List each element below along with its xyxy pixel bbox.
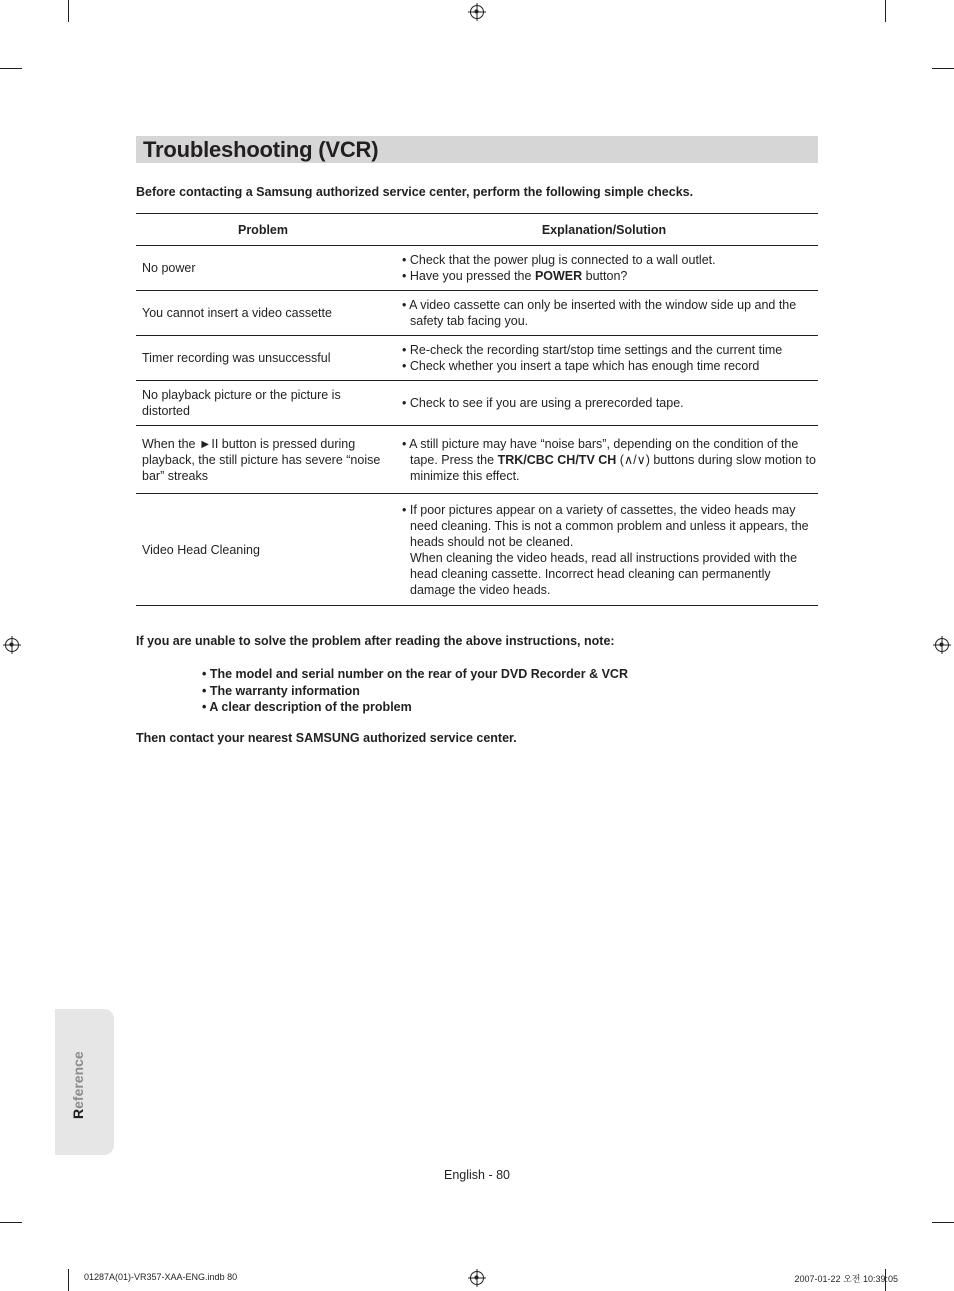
column-header-problem: Problem [136,214,390,246]
unable-note: If you are unable to solve the problem after reading the above instructions, note: [136,634,615,648]
crop-mark-icon [932,68,954,69]
crop-mark-icon [68,0,69,22]
section-tab [55,1009,114,1155]
page-title: Troubleshooting (VCR) [143,137,379,162]
registration-mark-icon [470,5,484,19]
problem-cell: Video Head Cleaning [136,494,390,606]
solution-line: When cleaning the video heads, read all instructions provided with the head cleaning cassette. Incorrect head cleaning can permanently damage the video heads. [410,550,798,597]
info-list [202,666,628,716]
problem-cell: No playback picture or the picture is distorted [136,381,390,426]
crop-mark-icon [0,1222,22,1223]
solution-cell [390,426,818,494]
solution-line: • Check whether you insert a tape which has enough time record [402,359,760,373]
solution-line: • If poor pictures appear on a variety of cassettes, the video heads may need cleaning. This is not a common problem and unless it appears, the heads should not be cleaned. [402,502,809,549]
solution-line: • Check that the power plug is connected to a wall outlet. [402,253,716,267]
solution-line: • Have you pressed the POWER button? [402,269,628,283]
intro-text: Before contacting a Samsung authorized service center, perform the following simple checks. [136,185,694,199]
solution-line: • Check to see if you are using a prerecorded tape. [402,396,684,410]
problem-cell: You cannot insert a video cassette [136,291,390,336]
list-item: • A clear description of the problem [202,700,412,714]
print-slug-left: 01287A(01)-VR357-XAA-ENG.indb 80 [84,1272,238,1282]
crop-mark-icon [0,68,22,69]
solution-cell [390,246,818,291]
problem-cell: Timer recording was unsuccessful [136,336,390,381]
page-number: English - 80 [443,1168,510,1182]
print-slug-right: 2007-01-22 오전 10:39:05 [794,1274,898,1284]
table-header-row [136,214,818,246]
solution-cell [390,494,818,606]
solution-cell [390,291,818,336]
crop-mark-icon [932,1222,954,1223]
solution-cell [390,336,818,381]
table-row [136,494,818,606]
solution-line: • Re-check the recording start/stop time settings and the current time [402,343,783,357]
problem-cell: No power [136,246,390,291]
table-row [136,381,818,426]
registration-mark-icon [470,1271,484,1285]
table-row [136,336,818,381]
list-item: • The warranty information [202,683,360,698]
problem-cell: When the ►II button is pressed during playback, the still picture has severe “noise bar” streaks [136,426,390,494]
table-row [136,291,818,336]
table-row [136,426,818,494]
list-item: • The model and serial number on the rear of your DVD Recorder & VCR [202,667,628,681]
crop-mark-icon [885,0,886,22]
crop-mark-icon [68,1269,69,1291]
solution-cell [390,381,818,426]
table-row [136,246,818,291]
solution-line: • A video cassette can only be inserted with the window side up and the safety tab facing you. [402,298,797,328]
registration-mark-icon [935,638,949,652]
title-bar [136,136,818,163]
contact-note: Then contact your nearest SAMSUNG authorized service center. [136,731,517,745]
registration-mark-icon [5,638,19,652]
section-tab-label: Reference [70,1051,86,1119]
solution-line: • A still picture may have “noise bars”, depending on the condition of the tape. Press the TRK/CBC CH/TV CH (∧/∨) buttons during slow motion to minimize this effect. [402,436,816,483]
column-header-solution: Explanation/Solution [390,214,818,246]
troubleshooting-table [136,213,818,606]
